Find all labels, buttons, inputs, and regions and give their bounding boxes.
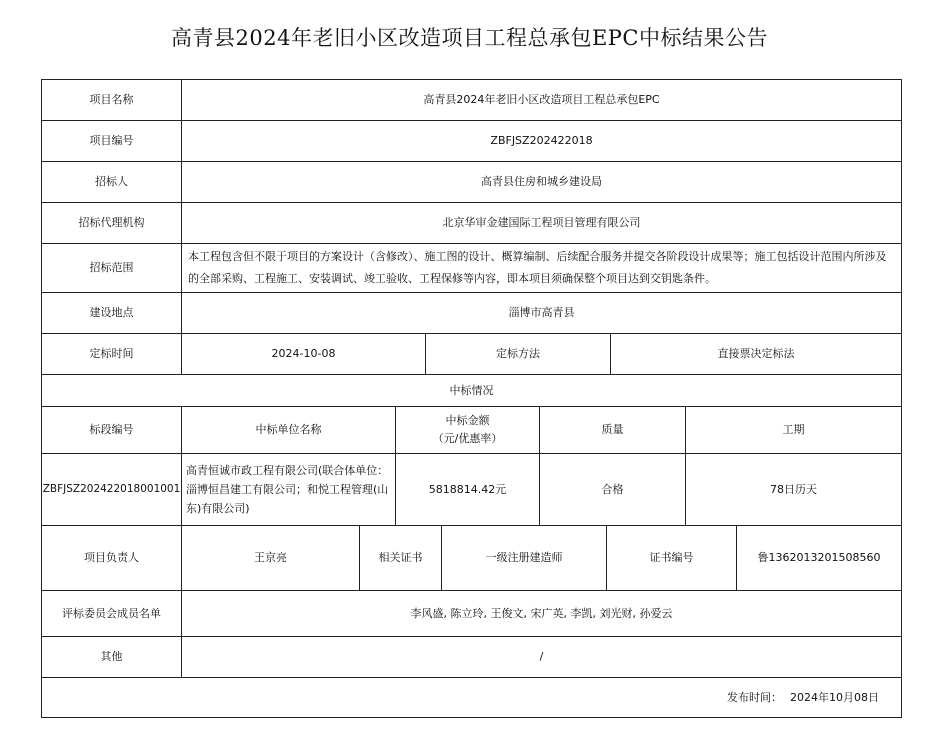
publish-date: 2024年10月08日: [790, 690, 879, 704]
committee-label: 评标委员会成员名单: [62, 606, 161, 620]
project-no-value: ZBFJSZ202422018: [490, 134, 593, 148]
committee-value: 李风盛, 陈立玲, 王俊文, 宋广英, 李凯, 刘光财, 孙爱云: [410, 606, 673, 620]
header-quality: 质量: [601, 423, 624, 437]
quality-value: 合格: [601, 482, 624, 496]
tenderer-value: 高青县住房和城乡建设局: [481, 175, 602, 189]
tenderer-label: 招标人: [95, 175, 128, 189]
scope-value: 本工程包含但不限于项目的方案设计（含修改）、施工图的设计、概算编制、后续配合服务并提交各阶段设计成果等；施工包括设计范围内所涉及的全部采购、工程施工、安装调试、竣工验收、工程保修等内容，即本项目须确保整个项目达到交钥匙条件。: [188, 250, 887, 285]
manager-name: 王京亮: [254, 551, 287, 565]
scope-label: 招标范围: [89, 261, 134, 275]
lot-no-value: ZBFJSZ202422018001001: [42, 483, 181, 496]
project-name-value: 高青县2024年老旧小区改造项目工程总承包EPC: [423, 93, 660, 107]
win-section-heading: 中标情况: [449, 383, 494, 397]
cert-no-value: 鲁1362013201508560: [757, 551, 881, 565]
location-label: 建设地点: [89, 306, 134, 320]
location-value: 淄博市高青县: [508, 306, 575, 320]
project-no-label: 项目编号: [89, 134, 134, 148]
cert-value: 一级注册建造师: [485, 551, 563, 565]
duration-value: 78日历天: [770, 482, 817, 496]
award-method-label: 定标方法: [496, 347, 540, 361]
page-title: 高青县2024年老旧小区改造项目工程总承包EPC中标结果公告: [171, 26, 768, 50]
header-winner: 中标单位名称: [255, 423, 322, 437]
cert-label: 相关证书: [378, 551, 423, 565]
cert-no-label: 证书编号: [649, 551, 694, 565]
manager-label: 项目负责人: [84, 551, 139, 565]
publish-info: [42, 678, 901, 717]
award-date-value: 2024-10-08: [271, 347, 336, 361]
award-date-label: 定标时间: [89, 347, 134, 361]
result-table: [41, 79, 902, 718]
award-method-value: 直接票决定标法: [717, 347, 795, 361]
winner-value: 高青恒诚市政工程有限公司(联合体单位：淄博恒昌建工有限公司；和悦工程管理(山东)有限公司): [186, 463, 389, 516]
agency-value: 北京华审金建国际工程项目管理有限公司: [442, 216, 641, 230]
header-amount: 中标金额 （元/优惠率）: [432, 414, 503, 445]
project-name-label: 项目名称: [89, 93, 134, 107]
amount-value: 5818814.42元: [428, 482, 507, 496]
header-lot-no: 标段编号: [89, 423, 134, 437]
publish-label: 发布时间：: [727, 690, 782, 704]
header-duration: 工期: [782, 423, 805, 437]
other-label: 其他: [100, 650, 123, 664]
other-value: /: [539, 650, 544, 664]
agency-label: 招标代理机构: [78, 216, 145, 230]
